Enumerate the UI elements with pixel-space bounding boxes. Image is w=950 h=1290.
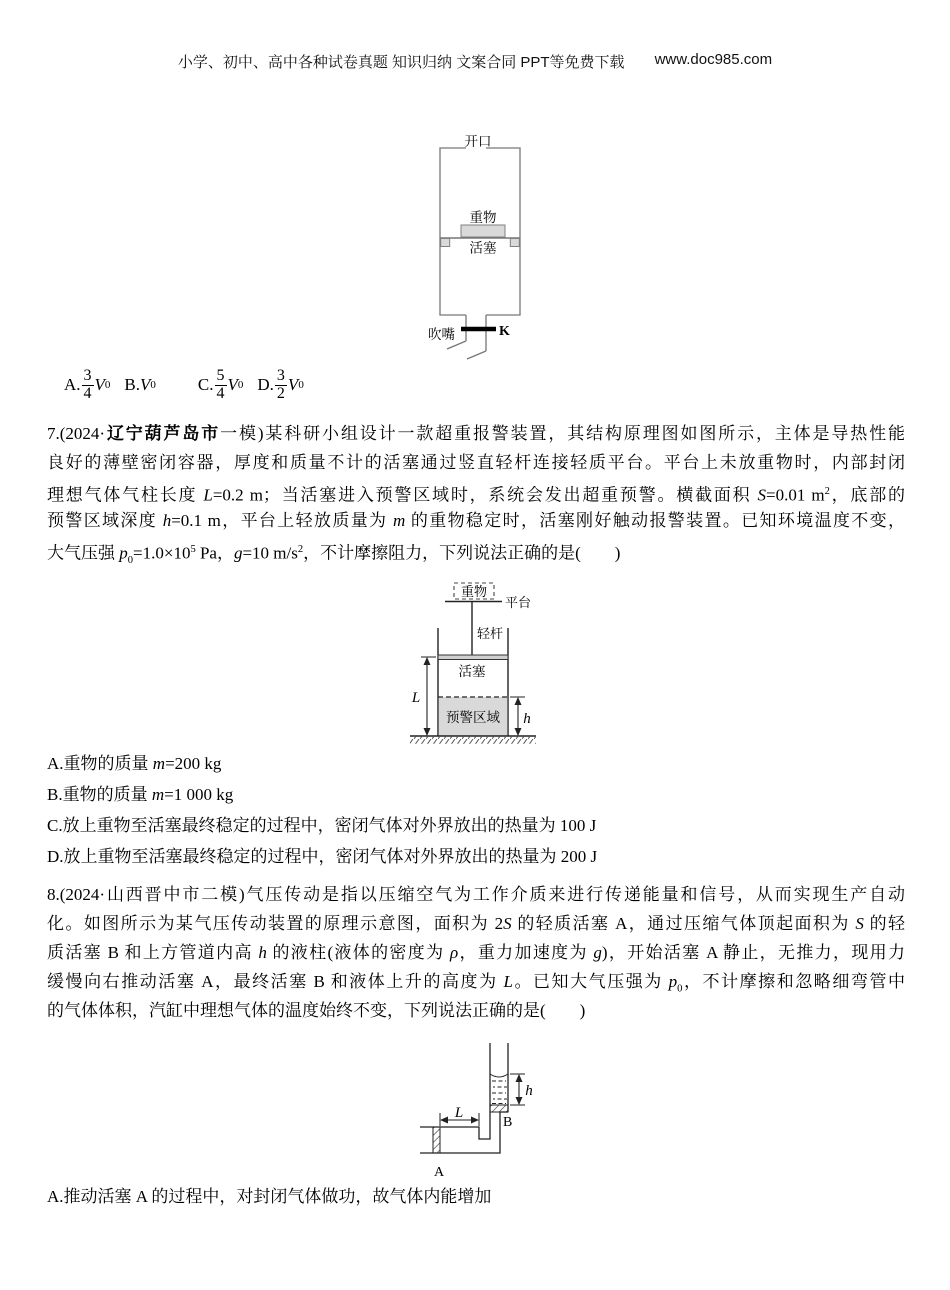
piston-stop-left bbox=[441, 239, 450, 247]
q8-line: 质活塞 B 和上方管道内高 h 的液柱(液体的密度为 ρ，重力加速度为 g)，开始活塞 A 静止，无推力，现用力 bbox=[47, 943, 905, 962]
option-d-volume: D. $\frac{3}{2}$ V 0 bbox=[257, 366, 304, 402]
question-8-text bbox=[47, 880, 905, 1025]
option-label: D. bbox=[257, 375, 274, 394]
fraction: $\frac{5}{4}$ bbox=[216, 366, 225, 402]
q7-option-c: C.放上重物至活塞最终稳定的过程中，密闭气体对外界放出的热量为 100 J bbox=[47, 816, 597, 835]
figure-alarm-device bbox=[408, 578, 540, 753]
header-site-url: www.doc985.com bbox=[654, 51, 773, 68]
page-header bbox=[0, 51, 950, 72]
gas-length-label: L bbox=[454, 1105, 464, 1121]
weight-label: 重物 bbox=[460, 584, 488, 599]
weight-block bbox=[461, 225, 505, 237]
piston-band bbox=[438, 655, 508, 660]
liquid-height-label: h bbox=[525, 1083, 533, 1099]
volume-options-row bbox=[64, 361, 304, 409]
q8-line: 化。如图所示为某气压传动装置的原理示意图，面积为 2S 的轻质活塞 A，通过压缩气体顶起面积为 S 的轻 bbox=[47, 914, 906, 933]
piston-a-label: A bbox=[433, 1165, 445, 1180]
warning-zone-label: 预警区域 bbox=[446, 710, 500, 725]
q7-line: 良好的薄壁密闭容器，厚度和质量不计的活塞通过竖直轻杆连接轻质平台。平台上未放重物时，内部封闭 bbox=[47, 453, 905, 472]
option-b-volume: B. V 0 bbox=[124, 375, 156, 394]
q7-line: 理想气体气柱长度 L=0.2 m；当活塞进入预警区域时，系统会发出超重预警。横截面积 S=0.01 $m^2$，底部的 bbox=[47, 485, 906, 505]
valve-label: K bbox=[499, 324, 510, 339]
piston-stop-right bbox=[510, 239, 519, 247]
q8-line: 缓慢向右推动活塞 A，最终活塞 B 和液体上升的高度为 L。已知大气压强为 $p_0$，不计摩擦和忽略细弯管中 bbox=[47, 972, 906, 995]
figure-open-cylinder bbox=[423, 125, 533, 370]
q7-line: 7.(2024·辽宁葫芦岛市一模)某科研小组设计一款超重报警装置，其结构原理图如图所示，主体是导热性能 bbox=[47, 424, 906, 443]
length-l-label: L bbox=[411, 690, 421, 706]
question-7-text bbox=[47, 419, 906, 567]
piston-b-label: B bbox=[503, 1115, 513, 1130]
q7-line: 大气压强 $p_0=1.0\times 10^5$ Pa，g=10 $m/s^2$，不计摩擦阻力，下列说法正确的是( ) bbox=[47, 543, 621, 567]
ground-hatching bbox=[410, 737, 536, 744]
piston-a-block bbox=[433, 1127, 440, 1153]
liquid-meniscus bbox=[490, 1074, 508, 1077]
q8-option-a: A.推动活塞 A 的过程中，对封闭气体做功，故气体内能增加 bbox=[47, 1187, 492, 1206]
option-c-volume: C. $\frac{5}{4}$ V 0 bbox=[197, 366, 244, 402]
option-a-volume: A. $\frac{3}{4}$ V 0 bbox=[64, 366, 111, 402]
opening-label: 开口 bbox=[464, 134, 492, 149]
q7-option-d: D.放上重物至活塞最终稳定的过程中，密闭气体对外界放出的热量为 200 J bbox=[47, 847, 598, 866]
piston-label: 活塞 bbox=[469, 240, 497, 256]
mouthpiece-label: 吹嘴 bbox=[428, 327, 455, 342]
q8-line: 的气体体积，汽缸中理想气体的温度始终不变，下列说法正确的是( ) bbox=[47, 1001, 586, 1020]
question-8-options bbox=[47, 1182, 491, 1211]
piston-b-block bbox=[490, 1105, 508, 1112]
q7-option-a: A.重物的质量 m=200 kg bbox=[47, 754, 222, 773]
liquid-dashes bbox=[492, 1081, 507, 1104]
question-7-options bbox=[47, 748, 597, 872]
option-label: C. bbox=[197, 375, 214, 394]
option-label: B. bbox=[124, 375, 141, 394]
header-tagline: 小学、初中、高中各种试卷真题 知识归纳 文案合同 PPT等免费下载 bbox=[177, 54, 625, 71]
q7-option-b: B.重物的质量 m=1 000 kg bbox=[47, 785, 234, 804]
option-label: A. bbox=[64, 375, 81, 394]
rod-label: 轻杆 bbox=[477, 626, 504, 641]
piston-label: 活塞 bbox=[458, 664, 486, 679]
fraction: $\frac{3}{4}$ bbox=[83, 366, 92, 402]
q8-line: 8.(2024·山西晋中市二模)气压传动是指以压缩空气为工作介质来进行传递能量和信号，从而实现生产自动 bbox=[47, 885, 905, 904]
weight-label: 重物 bbox=[469, 210, 497, 225]
fraction: $\frac{3}{2}$ bbox=[276, 366, 285, 402]
figure-pneumatic-device bbox=[415, 1040, 539, 1187]
q7-line: 预警区域深度 h=0.1 m，平台上轻放质量为 m 的重物稳定时，活塞刚好触动报警装置。已知环境温度不变， bbox=[47, 511, 906, 530]
platform-label: 平台 bbox=[505, 595, 532, 610]
depth-h-label: h bbox=[523, 711, 531, 727]
